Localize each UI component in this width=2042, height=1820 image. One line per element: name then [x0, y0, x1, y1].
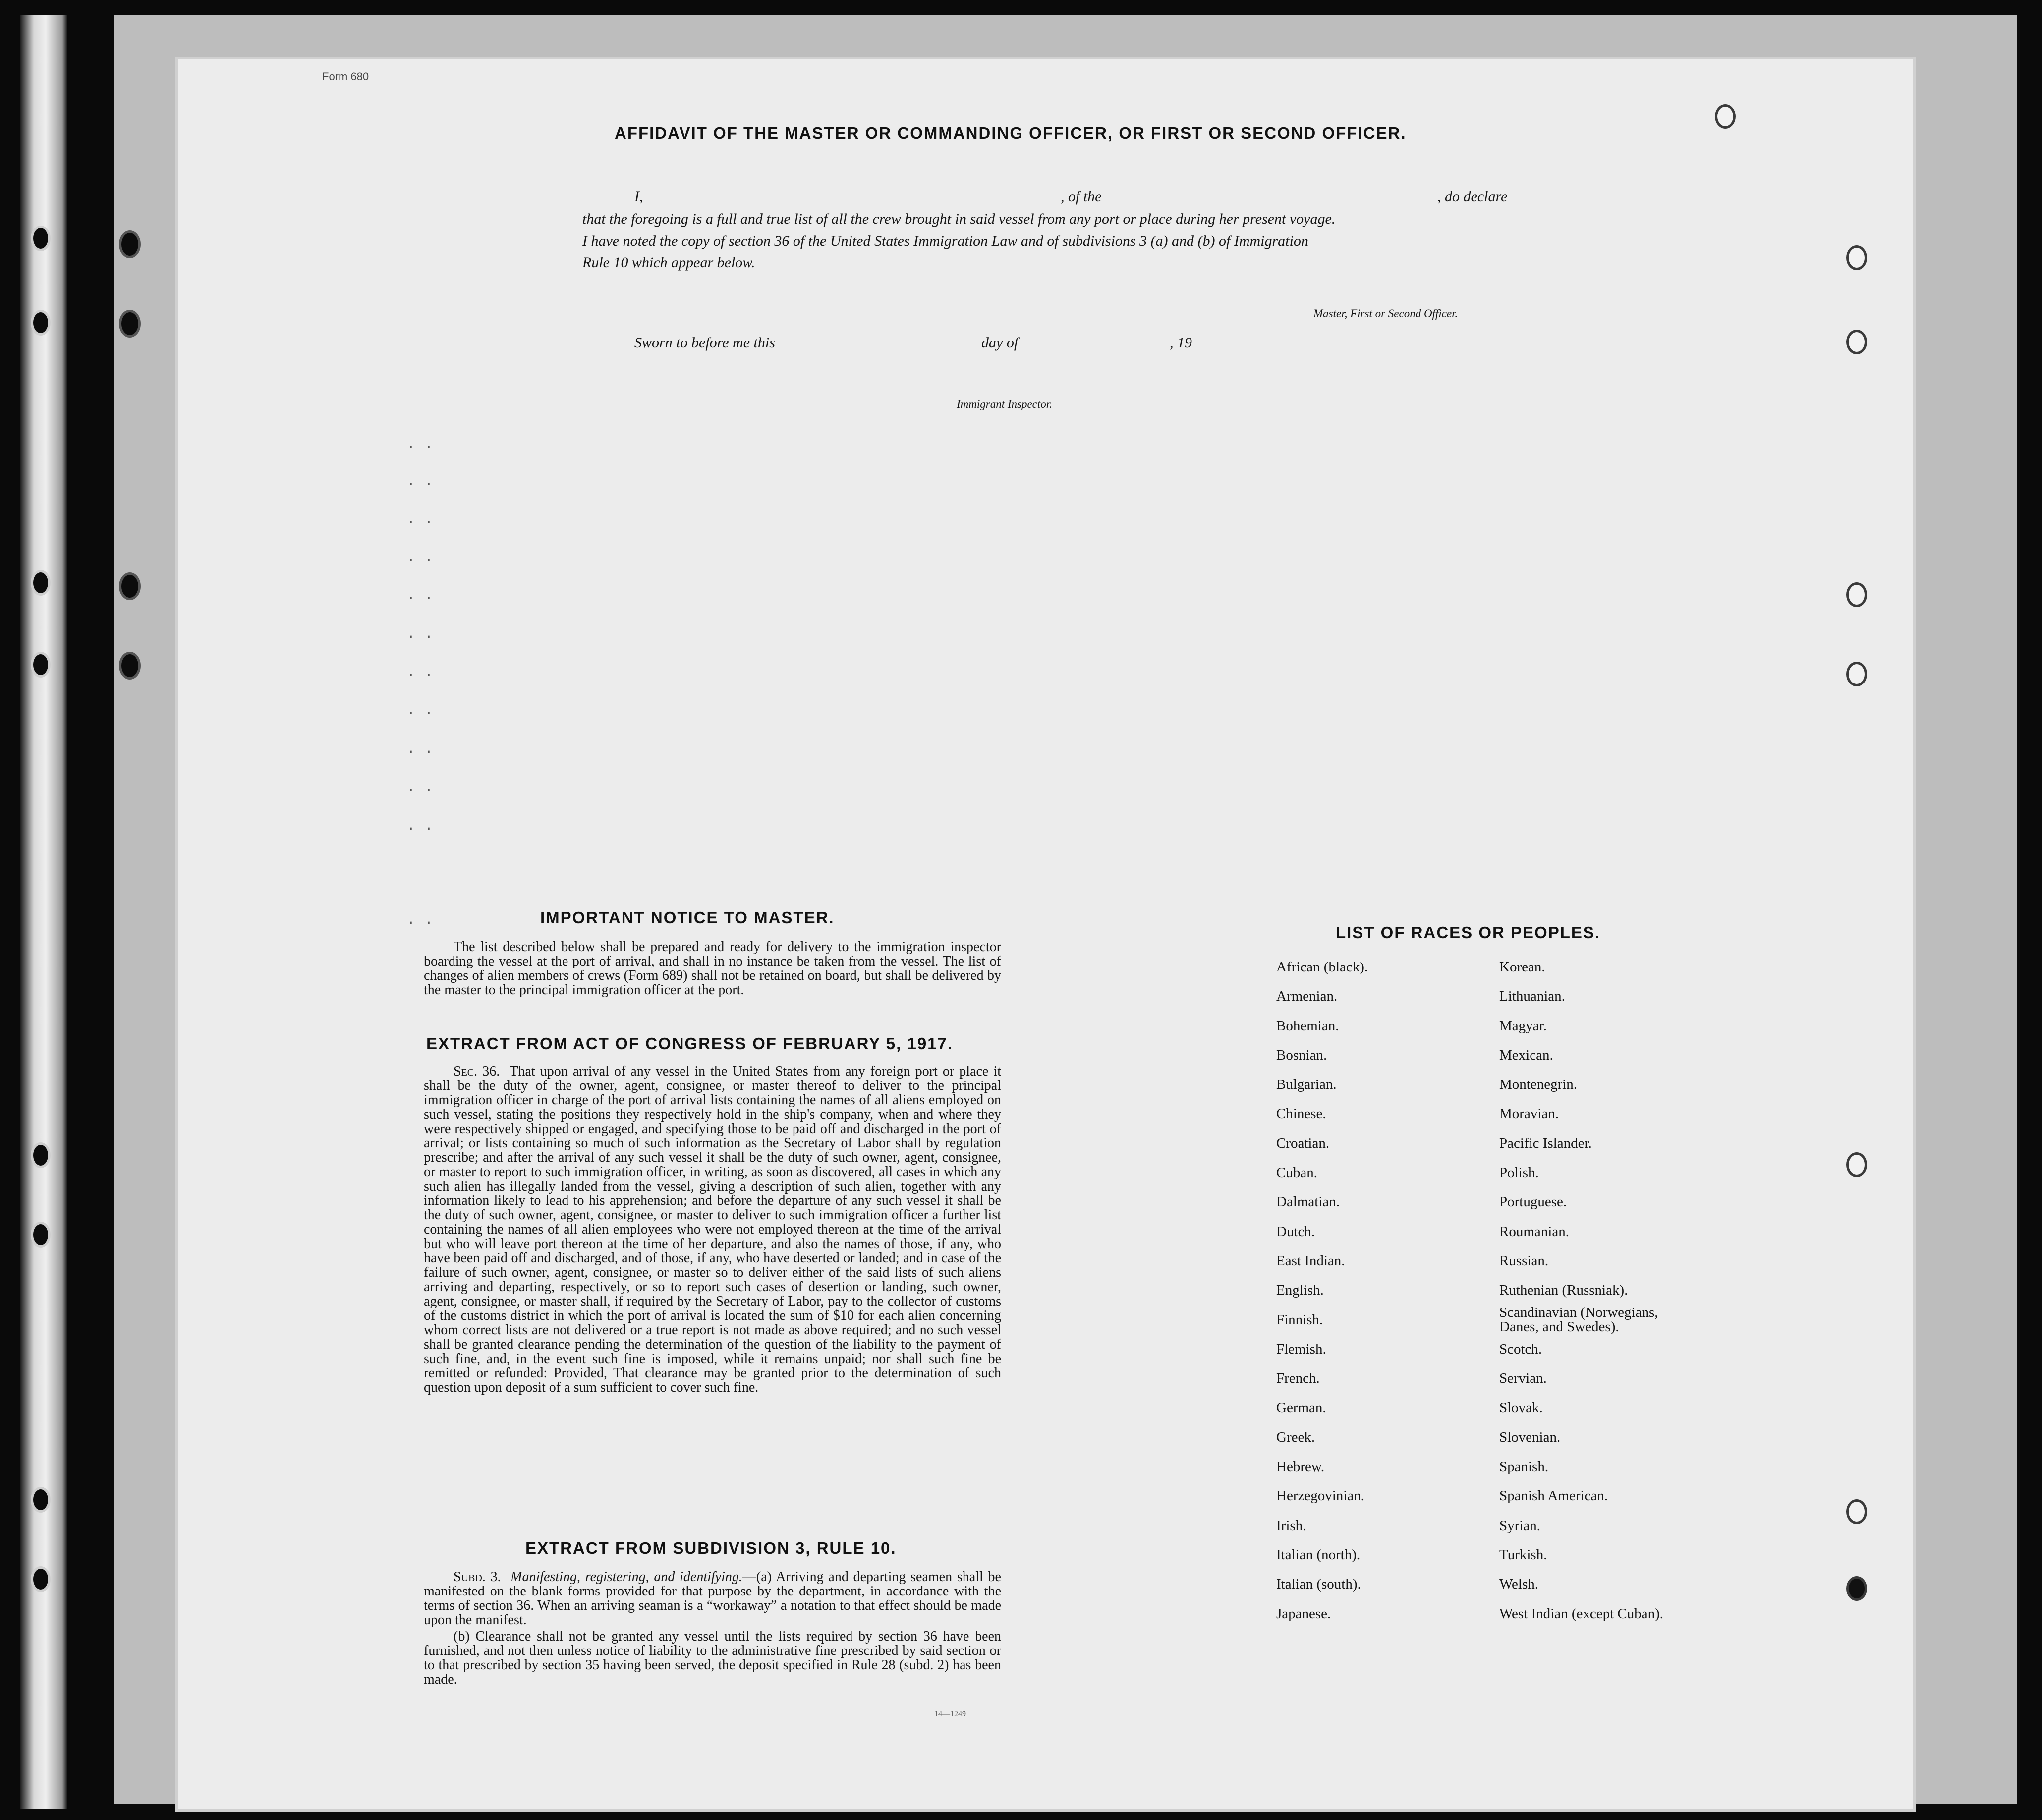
affidavit-line-2: that the foregoing is a full and true list of all the crew brought in said vessel from any port or place during her present voyage. — [582, 211, 1336, 227]
binder-hole — [31, 1487, 51, 1513]
race-item: Spanish. — [1499, 1459, 1549, 1475]
bleed-mark: . . — [406, 702, 434, 719]
page-hole — [1846, 245, 1867, 270]
race-item: Russian. — [1499, 1252, 1549, 1269]
race-item: French. — [1276, 1370, 1320, 1387]
race-item: Pacific Islander. — [1499, 1135, 1592, 1151]
race-item: West Indian (except Cuban). — [1499, 1605, 1664, 1622]
race-item: Ruthenian (Russniak). — [1499, 1282, 1628, 1299]
affidavit-line-4: Rule 10 which appear below. — [582, 254, 755, 271]
race-item: Lithuanian. — [1499, 988, 1565, 1005]
bleed-mark: . . — [406, 779, 434, 796]
race-item: Italian (south). — [1276, 1576, 1361, 1592]
race-item: Herzegovinian. — [1276, 1488, 1364, 1504]
race-item: Greek. — [1276, 1429, 1315, 1445]
binder-hole — [119, 652, 141, 680]
page-hole — [1846, 1499, 1867, 1524]
extract-act-title: EXTRACT FROM ACT OF CONGRESS OF FEBRUARY 5, 1917. — [426, 1034, 954, 1053]
race-item: Dutch. — [1276, 1223, 1315, 1240]
race-item: Irish. — [1276, 1517, 1306, 1534]
bleed-mark: . . — [406, 741, 434, 758]
race-item: Turkish. — [1499, 1546, 1547, 1563]
race-item: Flemish. — [1276, 1341, 1326, 1357]
bleed-mark: . . — [406, 473, 434, 490]
binder-hole — [31, 652, 51, 678]
year-text: , 19 — [1170, 335, 1192, 351]
race-item: Montenegrin. — [1499, 1077, 1578, 1093]
page-hole — [1846, 1152, 1867, 1177]
binder-hole — [119, 310, 141, 338]
binder-hole — [31, 1222, 51, 1248]
sec-label: Sec. 36. — [454, 1064, 500, 1079]
race-item: Korean. — [1499, 959, 1545, 975]
page-hole — [1846, 582, 1867, 607]
binder-hole — [31, 1142, 51, 1168]
binding-strip — [20, 15, 67, 1809]
race-item: Scotch. — [1499, 1341, 1542, 1357]
page-hole — [1846, 662, 1867, 686]
race-item: Scandinavian (Norwegians, Danes, and Swedes). — [1499, 1304, 1658, 1335]
affidavit-do-declare: , do declare — [1437, 188, 1508, 205]
race-item: African (black). — [1276, 959, 1368, 975]
race-item: Mexican. — [1499, 1047, 1553, 1063]
races-column-1 — [1276, 953, 1484, 1629]
bleed-mark: . . — [406, 626, 434, 643]
race-item: Spanish American. — [1499, 1488, 1608, 1504]
races-title: LIST OF RACES OR PEOPLES. — [1336, 923, 1601, 942]
race-item: Polish. — [1499, 1165, 1539, 1181]
race-item: Moravian. — [1499, 1106, 1559, 1122]
race-item: Chinese. — [1276, 1106, 1326, 1122]
bleed-mark: . . — [406, 912, 434, 929]
notice-text: The list described below shall be prepared and ready for delivery to the immigration inspector boarding the vessel at the port of arrival, and shall in no instance be taken from the vessel. The list of changes of alien members of crews (Form 689) shall not be retained on board, but shall be delivered by the master to the principal immigration officer at the port. — [424, 939, 1001, 998]
race-item: Syrian. — [1499, 1517, 1540, 1534]
binder-hole — [119, 572, 141, 600]
bleed-mark: . . — [406, 818, 434, 835]
race-item: Hebrew. — [1276, 1459, 1325, 1475]
bleed-mark: . . — [406, 512, 434, 528]
binder-hole — [31, 570, 51, 596]
race-item: Portuguese. — [1499, 1194, 1567, 1210]
race-item: Armenian. — [1276, 988, 1338, 1005]
race-item: Bohemian. — [1276, 1018, 1339, 1034]
day-of-text: day of — [981, 335, 1019, 351]
race-item: Bulgarian. — [1276, 1077, 1337, 1093]
binder-hole — [119, 230, 141, 258]
binder-hole — [31, 226, 51, 251]
subd-label: Subd. 3. — [454, 1569, 501, 1585]
rule-text-a: —(a) Arriving and departing seamen shall be manifested on the blank forms provided for that purpose by the department, in accordance with the terms of section 36. When an arriving seaman is a “workaway” a notation to that effect should be made upon the manifest. — [424, 1569, 1001, 1628]
rule-text-b: (b) Clearance shall not be granted any vessel until the lists required by section 36 have been furnished, and not then unless notice of liability to the administrative fine prescribed by said section or to that prescribed by section 35 having been served, the deposit specified in Rule 28 (subd. 2) has been made. — [424, 1629, 1001, 1687]
bleed-mark: . . — [406, 664, 434, 681]
bleed-mark: . . — [406, 436, 434, 453]
affidavit-i: I, — [634, 188, 643, 205]
affidavit-line-3: I have noted the copy of section 36 of the United States Immigration Law and of subdivisions 3 (a) and (b) of Immigration — [582, 233, 1308, 249]
race-item: Dalmatian. — [1276, 1194, 1340, 1210]
race-item: Slovak. — [1499, 1400, 1543, 1416]
subd-heading: Manifesting, registering, and identifying. — [510, 1569, 742, 1585]
race-item: Slovenian. — [1499, 1429, 1561, 1445]
race-item: Japanese. — [1276, 1605, 1331, 1622]
races-column-2 — [1499, 953, 1757, 1629]
race-item: Bosnian. — [1276, 1047, 1327, 1063]
extract-act-body — [424, 1064, 1001, 1397]
race-item: English. — [1276, 1282, 1324, 1299]
race-item: Servian. — [1499, 1370, 1547, 1387]
race-item: Roumanian. — [1499, 1223, 1569, 1240]
binder-hole — [31, 310, 51, 336]
signature-label: Master, First or Second Officer. — [1313, 307, 1458, 320]
race-item: Finnish. — [1276, 1311, 1323, 1328]
notice-title: IMPORTANT NOTICE TO MASTER. — [540, 909, 835, 927]
page-hole — [1846, 330, 1867, 354]
extract-rule-title: EXTRACT FROM SUBDIVISION 3, RULE 10. — [525, 1539, 897, 1557]
binder-hole — [31, 1566, 51, 1592]
race-item: Welsh. — [1499, 1576, 1539, 1592]
page-hole — [1715, 104, 1736, 129]
extract-act-text: That upon arrival of any vessel in the United States from any foreign port or place it shall be the duty of the owner, agent, consignee, or master thereof to deliver to the principal immigration officer in charge of the port of arrival lists containing the names of all aliens employed on such vessel, stating the positions they respectively hold in the ship's company, when and where they were respectively shipped or engaged, and specifying those to be paid off and discharged in the port of arrival; or lists containing so much of such information as the Secretary of Labor shall by regulation prescribe; and after the arrival of any such vessel it shall be the duty of such owner, agent, consignee, or master to report to such immigration officer, in writing, as soon as discovered, all cases in which any such alien has illegally landed from the vessel, giving a description of such alien, together with any information likely to lead to his apprehension; and before the departure of any such vessel it shall be the duty of such owner, agent, consignee, or master to deliver to such immigration officer a further list containing the names of all alien employees who were not employed thereon at the time of the arrival but who will leave port thereon at the time of her departure, and also the names of those, if any, who have been paid off and discharged, and of those, if any, who have deserted or landed; and in case of the failure of such owner, agent, consignee, or master so to deliver either of the said lists of such aliens arriving and departing, respectively, or so to report such cases of desertion or landing, such owner, agent, consignee, or master shall, if required by the Secretary of Labor, pay to the collector of customs of the customs district in which the port of arrival is located the sum of $10 for each alien concerning whom correct lists are not delivered or a true report is not made as above required; and no such vessel shall be granted clearance pending the determination of the question of the liability to the payment of such fine, and, in the event such fine is imposed, while it remains unpaid; nor shall such fine be remitted or refunded: Provided, That clearance may be granted prior to the determination of such question upon deposit of a sum sufficient to cover such fine. — [424, 1064, 1002, 1395]
affidavit-of-the: , of the — [1061, 188, 1102, 205]
inspector-label: Immigrant Inspector. — [957, 398, 1052, 410]
race-item: Cuban. — [1276, 1165, 1317, 1181]
form-number: Form 680 — [322, 70, 369, 83]
race-item: Croatian. — [1276, 1135, 1330, 1151]
affidavit-title: AFFIDAVIT OF THE MASTER OR COMMANDING OFFICER, OR FIRST OR SECOND OFFICER. — [615, 124, 1407, 142]
bleed-mark: . . — [406, 587, 434, 604]
print-code: 14—1249 — [934, 1710, 966, 1718]
race-item: German. — [1276, 1400, 1326, 1416]
race-item: East Indian. — [1276, 1252, 1345, 1269]
race-item: Magyar. — [1499, 1018, 1547, 1034]
page-hole — [1846, 1576, 1867, 1601]
bleed-mark: . . — [406, 549, 434, 566]
document-page — [178, 59, 1913, 1809]
sworn-text: Sworn to before me this — [634, 335, 775, 351]
notice-body — [424, 940, 1001, 999]
extract-rule-body — [424, 1570, 1001, 1689]
race-item: Italian (north). — [1276, 1546, 1361, 1563]
